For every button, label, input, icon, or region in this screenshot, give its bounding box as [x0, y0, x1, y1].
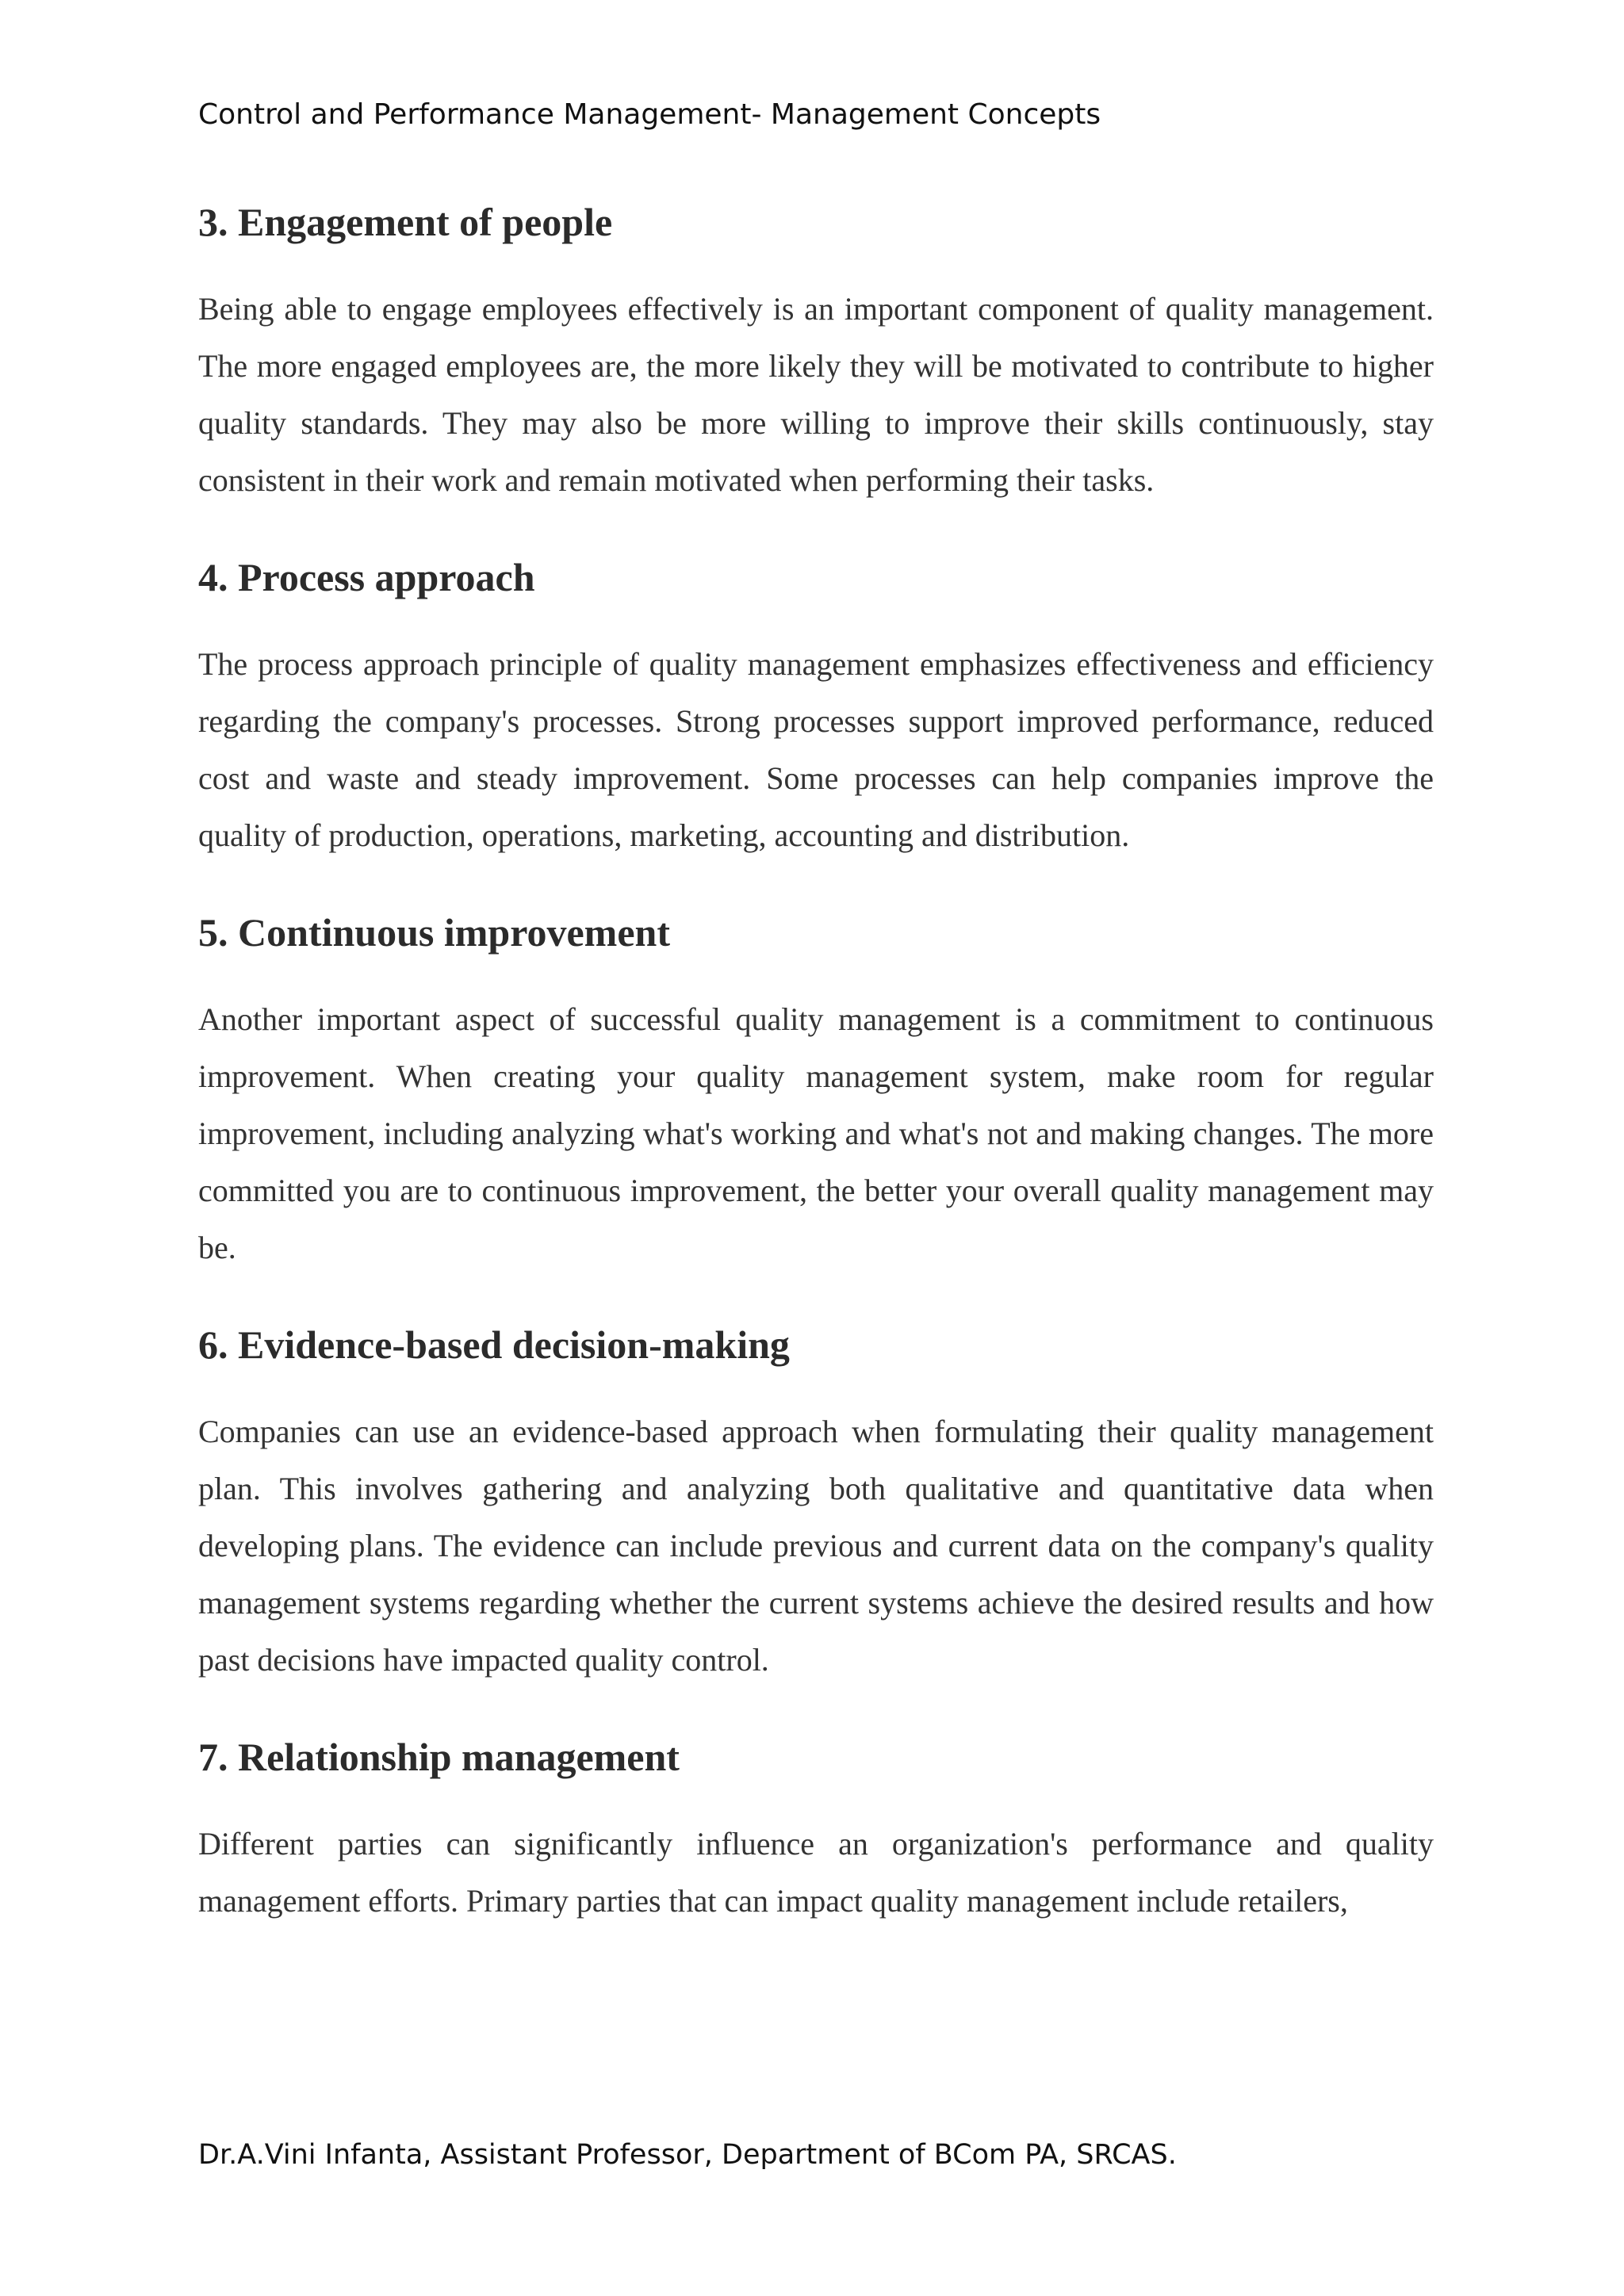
section-relationship-management [198, 1725, 1434, 1930]
section-heading: 7. Relationship management [198, 1735, 680, 1779]
section-heading: 3. Engagement of people [198, 200, 613, 244]
section-evidence-based-decision-making [198, 1313, 1434, 1689]
section-paragraph: Being able to engage employees effectively is an important component of quality management. The more engaged employees are, the more likely they will be motivated to contribute to higher quality standards. They may also be more willing to improve their skills continuously, stay consistent in their work and remain motivated when performing their tasks. [198, 291, 1434, 498]
section-heading: 6. Evidence-based decision-making [198, 1322, 790, 1367]
section-paragraph: Different parties can significantly influence an organization's performance and quality management efforts. Primary parties that can impact quality management include retailers, [198, 1826, 1434, 1919]
running-footer: Dr.A.Vini Infanta, Assistant Professor, Department of BCom PA, SRCAS. [198, 2139, 1177, 2171]
section-paragraph: Companies can use an evidence-based approach when formulating their quality management plan. This involves gathering and analyzing both qualitative and quantitative data when developing plans. The evidence can include previous and current data on the company's quality management systems regarding whether the current systems achieve the desired results and how past decisions have impacted quality control. [198, 1414, 1434, 1678]
section-paragraph: The process approach principle of quality management emphasizes effectiveness and efficiency regarding the company's processes. Strong processes support improved performance, reduced cost and waste and steady improvement. Some processes can help companies improve the quality of production, operations, marketing, accounting and distribution. [198, 646, 1434, 853]
section-continuous-improvement [198, 901, 1434, 1276]
page-content [198, 190, 1434, 1966]
section-engagement-of-people [198, 190, 1434, 509]
section-heading: 5. Continuous improvement [198, 910, 670, 955]
section-paragraph: Another important aspect of successful quality management is a commitment to continuous improvement. When creating your quality management system, make room for regular improvement, including analyzing what's working and what's not and making changes. The more committed you are to continuous improvement, the better your overall quality management may be. [198, 1001, 1434, 1265]
section-process-approach [198, 545, 1434, 864]
running-header: Control and Performance Management- Management Concepts [198, 98, 1101, 131]
section-heading: 4. Process approach [198, 555, 535, 599]
